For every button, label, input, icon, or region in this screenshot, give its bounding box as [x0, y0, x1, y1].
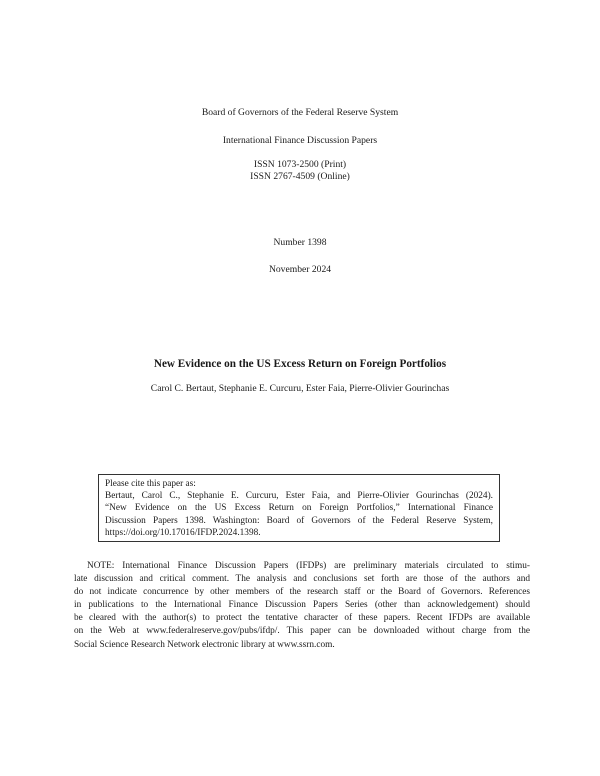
issn-print: ISSN 1073-2500 (Print) — [253, 159, 347, 170]
note-line: late discussion and critical comment. The analysis and conclusions set forth are those of the authors and — [74, 574, 530, 585]
paper-title: New Evidence on the US Excess Return on Foreign Portfolios — [153, 358, 447, 370]
note-line: in publications to the International Finance Discussion Papers Series (other than acknowledgement) should — [74, 600, 530, 611]
citation-box — [98, 474, 500, 542]
citation-line: Bertaut, Carol C., Stephanie E. Curcuru, Ester Faia, and Pierre-Olivier Gourinchas (2024). — [105, 491, 493, 502]
citation-line: Please cite this paper as: — [105, 479, 196, 489]
citation-line: Discussion Papers 1398. Washington: Board of Governors of the Federal Reserve System, — [105, 515, 493, 526]
citation-doi: https://doi.org/10.17016/IFDP.2024.1398. — [105, 527, 261, 538]
note-line: on the Web at www.federalreserve.gov/pubs/ifdp/. This paper can be downloaded without charge from the — [74, 626, 530, 637]
institution-name: Board of Governors of the Federal Reserve System — [201, 107, 399, 118]
citation-line: “New Evidence on the US Excess Return on Foreign Portfolios,” International Finance — [105, 503, 493, 514]
note-line: do not indicate concurrence by other members of the research staff or the Board of Governors. References — [74, 587, 530, 598]
note-line: Social Science Research Network electronic library at www.ssrn.com. — [74, 639, 335, 650]
paper-authors: Carol C. Bertaut, Stephanie E. Curcuru, Ester Faia, Pierre-Olivier Gourinchas — [150, 383, 450, 394]
disclaimer-note — [74, 560, 530, 652]
issn-online: ISSN 2767-4509 (Online) — [250, 171, 350, 182]
publication-date: November 2024 — [268, 264, 332, 275]
note-line: be cleared with the author(s) to protect the tentative character of these papers. Recent IFDPs are available — [74, 613, 530, 624]
series-name: International Finance Discussion Papers — [222, 135, 378, 146]
note-line: NOTE: International Finance Discussion Papers (IFDPs) are preliminary materials circulated to stimu- — [87, 561, 530, 571]
paper-number: Number 1398 — [273, 237, 327, 248]
